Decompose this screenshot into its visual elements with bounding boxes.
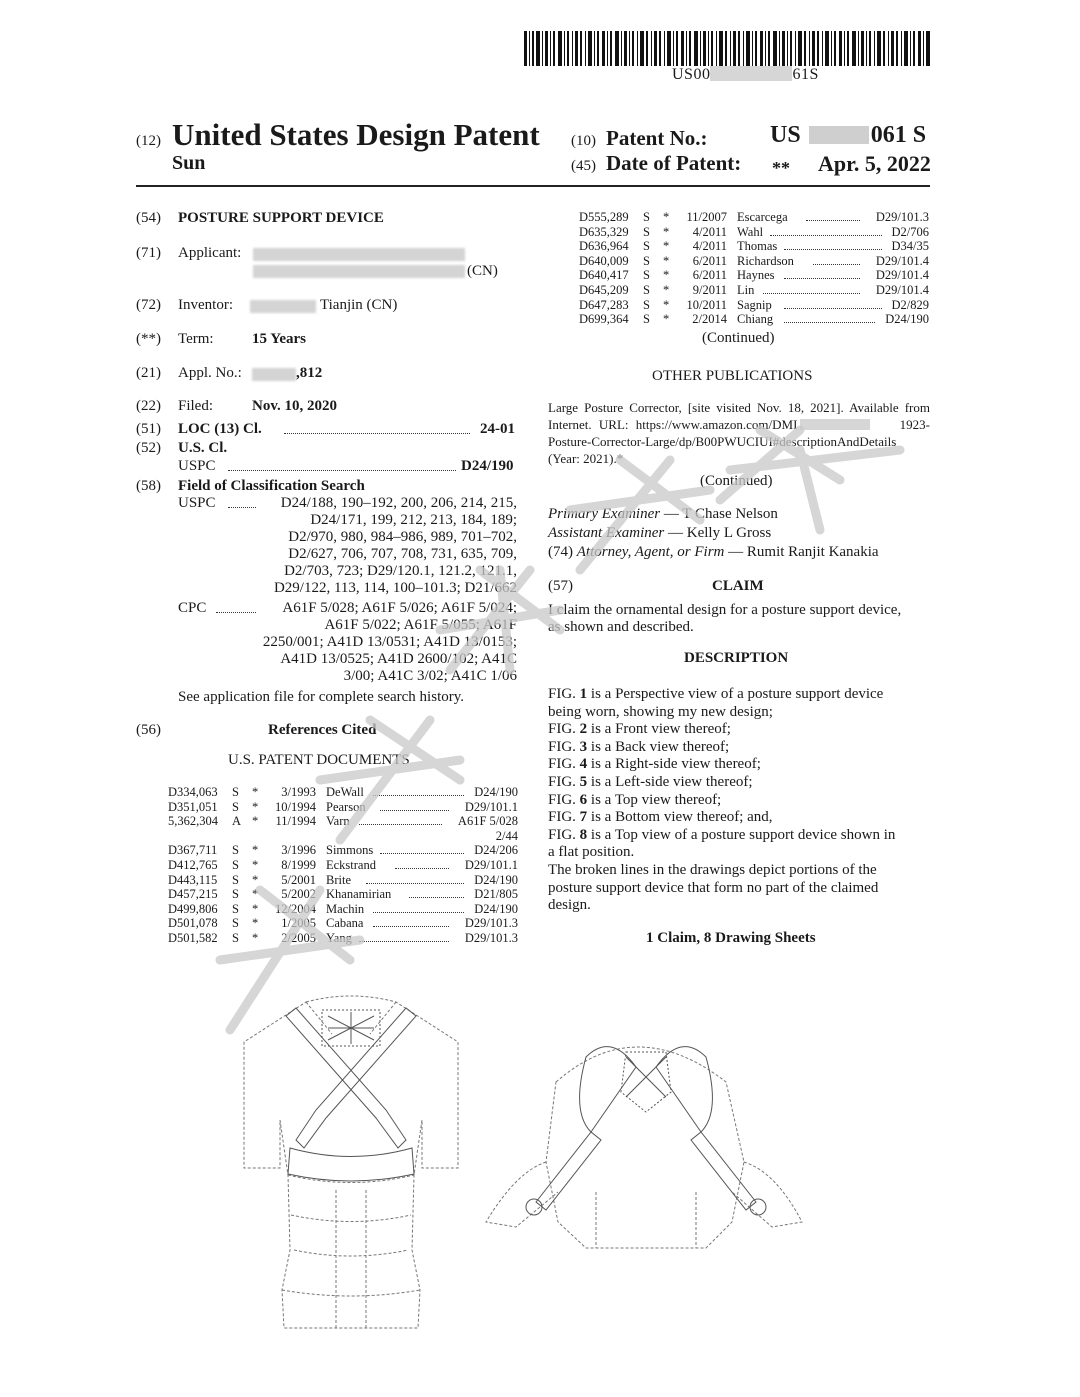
redaction: [253, 265, 465, 278]
claim-line: as shown and described.: [548, 619, 694, 635]
barcode: [524, 31, 930, 66]
references-cited-label: References Cited: [268, 722, 377, 738]
cpc-line: 2250/001; A41D 13/0531; A41D 13/0153;: [262, 634, 517, 650]
us-cl-label: U.S. Cl.: [178, 440, 228, 456]
appl-no-label: Appl. No.:: [178, 365, 242, 381]
ref-cls: D29/101.4: [875, 283, 929, 297]
code-term: (**): [136, 331, 161, 347]
patent-no-value: [770, 122, 926, 149]
desc-text: a flat position.: [548, 844, 635, 861]
barcode-number-left: US00: [672, 66, 711, 83]
ref-name: Escarcega: [737, 210, 788, 224]
barcode-number: [672, 66, 819, 84]
ref-kind: S: [232, 858, 239, 872]
ref-date: 3/1996: [281, 843, 316, 858]
ref-star: *: [663, 224, 670, 239]
leader-dots: [409, 897, 463, 898]
ref-no: D645,209: [579, 283, 629, 297]
uspc-value: D24/190: [461, 458, 514, 474]
inventor-short: Sun: [172, 152, 206, 174]
ref-kind: S: [232, 887, 239, 902]
ref-cls: D29/101.3: [875, 210, 929, 224]
fig-number: 7: [579, 809, 588, 826]
ref-date: 10/2011: [686, 297, 727, 312]
cpc-line: A41D 13/0525; A41D 2600/102; A41C: [280, 651, 517, 667]
ref-star: *: [252, 799, 259, 814]
code-57: (57): [548, 578, 573, 594]
ref-cls: D29/101.3: [464, 916, 518, 931]
search-uspc-lines: [240, 495, 517, 597]
redaction: [252, 368, 296, 381]
ref-star: *: [663, 268, 670, 283]
ref-no: D457,215: [168, 887, 218, 902]
code-72: (72): [136, 297, 161, 313]
uspc-line: D2/627, 706, 707, 708, 731, 635, 709,: [288, 546, 517, 562]
header-rule: [136, 185, 930, 187]
fig-number: 3: [579, 738, 588, 755]
description-line: [548, 827, 930, 844]
ref-name: Varn: [326, 814, 350, 829]
title-of-invention: POSTURE SUPPORT DEVICE: [178, 210, 384, 226]
desc-text: is a Top view of a posture support device shown in: [587, 826, 896, 843]
ref-kind: S: [643, 224, 650, 239]
uspc-line: D29/122, 113, 114, 100–101.3; D21/662: [273, 580, 517, 596]
ref-date: 9/2011: [692, 283, 727, 297]
patent-no-prefix: US: [770, 122, 801, 148]
ref-cls: D24/190: [474, 872, 518, 887]
desc-text: FIG.: [548, 756, 580, 773]
ref-star: *: [663, 253, 670, 268]
ref-no: D499,806: [168, 901, 218, 916]
ref-cls: D29/101.4: [875, 268, 929, 283]
ref-no: D351,051: [168, 799, 218, 814]
ref-cls: D24/190: [885, 312, 929, 327]
ref-star: *: [252, 814, 259, 829]
ref-date: 3/1993: [281, 785, 316, 799]
ref-no: D699,364: [579, 312, 629, 327]
ref-star: *: [663, 297, 670, 312]
ref-kind: S: [232, 785, 239, 799]
ref-no: D501,582: [168, 931, 218, 945]
fig-number: 2: [579, 721, 588, 738]
attorney-line: (74) Attorney, Agent, or Firm — Rumit Ranjit Kanakia: [548, 544, 879, 560]
ref-no: D501,078: [168, 916, 218, 931]
ref-date: 10/1994: [275, 799, 316, 814]
desc-text: is a Bottom view thereof; and,: [587, 809, 773, 826]
ref-no: D640,009: [579, 253, 629, 268]
assistant-examiner-name: Kelly L Gross: [686, 525, 772, 541]
search-history-note: See application file for complete search history.: [178, 689, 465, 705]
leader-dots: [366, 883, 464, 884]
description-line: [548, 809, 930, 826]
applicant-label: Applicant:: [178, 245, 242, 261]
code-21: (21): [136, 365, 161, 381]
ref-name: Haynes: [737, 268, 775, 283]
ref-star: *: [252, 785, 259, 799]
desc-text: The broken lines in the drawings depict portions of the: [548, 862, 877, 878]
attorney-label: Attorney, Agent, or Firm: [576, 544, 725, 560]
ref-name: Chiang: [737, 312, 774, 327]
leader-dots: [284, 433, 470, 434]
redaction: [710, 66, 792, 81]
ref-no: D635,329: [579, 224, 629, 239]
leader-dots: [373, 912, 463, 913]
uspc-line: D24/188, 190–192, 200, 206, 214, 215,: [280, 495, 517, 511]
ref-kind: S: [643, 297, 650, 312]
code-54: (54): [136, 210, 161, 226]
desc-text: is a Right-side view thereof;: [587, 756, 761, 773]
ref-kind: S: [232, 916, 239, 931]
desc-text: FIG.: [548, 721, 580, 738]
description-line: [548, 880, 930, 897]
description-line: [548, 862, 930, 879]
term-label: Term:: [178, 331, 214, 347]
ref-name: DeWall: [326, 785, 364, 799]
barcode-number-right: 61S: [792, 66, 819, 83]
description-line: [548, 686, 930, 703]
ref-name: Brite: [326, 872, 351, 887]
date-value: Apr. 5, 2022: [818, 151, 931, 176]
description-body: [548, 686, 930, 916]
description-line: [548, 774, 930, 791]
desc-text: is a Left-side view thereof;: [587, 774, 753, 790]
leader-dots: [813, 264, 860, 265]
ref-cls: D24/190: [474, 785, 518, 799]
assistant-examiner-line: Assistant Examiner — Kelly L Gross: [548, 525, 772, 541]
uspc-line: D2/703, 723; D29/120.1, 121.2, 121.1,: [284, 563, 517, 579]
code-12: (12): [136, 133, 161, 149]
ref-star: *: [252, 931, 259, 945]
primary-examiner-label: Primary Examiner: [548, 506, 661, 522]
leader-dots: [373, 926, 449, 927]
ref-name: Cabana: [326, 916, 364, 931]
ref-star: *: [252, 901, 259, 916]
cpc-line: A61F 5/028; A61F 5/026; A61F 5/024;: [282, 600, 517, 616]
desc-text: is a Top view thereof;: [587, 791, 722, 808]
code-52: (52): [136, 440, 161, 456]
ref-star: *: [252, 887, 259, 902]
ref-kind: A: [232, 814, 242, 829]
ref-star: *: [252, 843, 259, 858]
desc-text: FIG.: [548, 826, 580, 843]
leader-dots: [784, 308, 882, 309]
ref-kind: S: [232, 901, 239, 916]
ref-date: 4/2011: [692, 239, 727, 254]
pub-line: Large Posture Corrector, [site visited Nov. 18, 2021]. Available from: [548, 400, 930, 415]
ref-star: *: [252, 872, 259, 887]
ref-cls: D29/101.3: [464, 931, 518, 945]
ref-date: 5/2002: [281, 887, 316, 902]
redaction: [809, 126, 869, 144]
leader-dots: [784, 249, 882, 250]
ref-cls: D2/829: [891, 297, 929, 312]
other-publications-title: OTHER PUBLICATIONS: [652, 368, 813, 384]
date-marker: **: [772, 158, 790, 178]
pub-line: Internet. URL: https://www.amazon.com/DMI: [548, 417, 798, 432]
ref-kind: S: [232, 843, 239, 858]
ref-date: 11/1994: [275, 814, 316, 829]
ref-name: Yang: [326, 931, 352, 945]
us-patent-documents-label: U.S. PATENT DOCUMENTS: [228, 752, 410, 768]
ref-kind: S: [643, 253, 650, 268]
description-line: [548, 704, 930, 721]
term-value: 15 Years: [252, 331, 307, 347]
appl-no-suffix: ,812: [296, 365, 323, 381]
inventor-label: Inventor:: [178, 297, 233, 313]
desc-text: is a Back view thereof;: [587, 738, 730, 755]
leader-dots: [380, 810, 449, 811]
leader-dots: [359, 824, 442, 825]
search-uspc-label: USPC: [178, 495, 216, 511]
desc-text: FIG.: [548, 809, 580, 826]
field-search-label: Field of Classification Search: [178, 478, 365, 494]
code-51: (51): [136, 421, 161, 437]
desc-text: FIG.: [548, 686, 580, 702]
filed-value: Nov. 10, 2020: [252, 398, 338, 414]
ref-kind: S: [232, 931, 239, 945]
code-58: (58): [136, 478, 161, 494]
code-45: (45): [571, 158, 596, 174]
leader-dots: [359, 941, 449, 942]
primary-examiner-line: Primary Examiner — T Chase Nelson: [548, 506, 778, 522]
leader-dots: [763, 293, 861, 294]
description-title: DESCRIPTION: [684, 650, 789, 666]
code-71: (71): [136, 245, 161, 261]
ref-cls: A61F 5/028: [457, 814, 518, 829]
loc-label: LOC (13) Cl.: [178, 421, 262, 437]
desc-text: design.: [548, 897, 591, 914]
ref-star: *: [252, 858, 259, 872]
loc-value: 24-01: [480, 421, 515, 437]
pub-line: (Year: 2021).*: [548, 451, 624, 466]
leader-dots: [373, 795, 463, 796]
figure-flat-view: [476, 1022, 808, 1252]
ref-date: 11/2007: [686, 210, 727, 224]
ref-name: Eckstrand: [326, 858, 376, 872]
desc-text: posture support device that form no part of the claimed: [548, 879, 879, 896]
ref-date: 4/2011: [692, 224, 727, 239]
ref-star: *: [252, 916, 259, 931]
ref-name: Simmons: [326, 843, 374, 858]
primary-examiner-name: T Chase Nelson: [682, 506, 778, 522]
search-cpc-label: CPC: [178, 600, 207, 616]
ref-star: *: [663, 239, 670, 254]
ref-name: Thomas: [737, 239, 778, 254]
ref-name: Wahl: [737, 224, 764, 239]
ref-kind: S: [643, 283, 650, 297]
ref-star: *: [663, 312, 670, 327]
ref-no: D412,765: [168, 858, 218, 872]
ref-kind: S: [643, 312, 650, 327]
other-publications-body: [548, 399, 930, 467]
claim-title: CLAIM: [712, 578, 764, 594]
continued-1: (Continued): [702, 330, 775, 346]
desc-text: FIG.: [548, 791, 580, 808]
continued-2: (Continued): [700, 473, 773, 489]
patent-no-suffix: 061 S: [870, 122, 927, 148]
uspc-line: D24/171, 199, 212, 213, 184, 189;: [310, 512, 517, 528]
claim-body: [548, 602, 930, 636]
figure-front-view: [236, 990, 466, 1330]
ref-no: 5,362,304: [168, 814, 218, 829]
barcode-graphic: [524, 31, 930, 66]
cpc-line: 3/00; A41C 3/02; A41C 1/06: [343, 668, 517, 684]
pub-url-suffix: 1923-: [899, 417, 930, 432]
redaction: [253, 248, 465, 261]
ref-date: 8/1999: [281, 858, 316, 872]
pub-line-url: [548, 416, 930, 433]
code-56: (56): [136, 722, 161, 738]
filed-label: Filed:: [178, 398, 214, 414]
ref-cls: D2/706: [891, 224, 929, 239]
ref-cls: D34/35: [891, 239, 929, 254]
description-line: [548, 897, 930, 914]
leader-dots: [228, 470, 456, 471]
ref-cls: D24/190: [474, 901, 518, 916]
pub-line: Posture-Corrector-Large/dp/B00PWUCIUI#descriptionAndDetails: [548, 434, 897, 449]
ref-date: 12/2004: [275, 901, 316, 916]
ref-no: D555,289: [579, 210, 629, 224]
leader-dots: [395, 868, 449, 869]
uspc-line: D2/970, 980, 984–986, 989, 701–702,: [288, 529, 517, 545]
desc-text: is a Front view thereof;: [587, 721, 731, 738]
ref-star: *: [663, 283, 670, 297]
ref-name: Pearson: [326, 799, 366, 814]
ref-kind: S: [232, 799, 239, 814]
ref-date: 6/2011: [692, 268, 727, 283]
description-line: [548, 721, 930, 738]
leader-dots: [770, 235, 882, 236]
redaction: [800, 419, 870, 430]
description-line: [548, 756, 930, 773]
ref-no: D334,063: [168, 785, 218, 799]
leader-dots: [784, 322, 874, 323]
ref-star: *: [663, 210, 670, 224]
desc-text: FIG.: [548, 738, 580, 755]
ref-cls: 2/44: [495, 828, 518, 843]
description-line: [548, 739, 930, 756]
ref-cls: D29/101.4: [875, 253, 929, 268]
attorney-name: Rumit Ranjit Kanakia: [746, 544, 879, 560]
description-line: [548, 844, 930, 861]
search-cpc-lines: [230, 600, 517, 685]
claims-sheets: 1 Claim, 8 Drawing Sheets: [646, 930, 816, 946]
leader-dots: [806, 220, 860, 221]
redaction: [250, 300, 316, 313]
ref-name: Richardson: [737, 253, 794, 268]
inventor-location: Tianjin (CN): [320, 297, 398, 313]
description-line: [548, 792, 930, 809]
fig-number: 6: [579, 791, 588, 808]
ref-date: 6/2011: [692, 253, 727, 268]
ref-name: Khanamirian: [326, 887, 392, 902]
fig-number: 8: [579, 826, 588, 843]
ref-no: D367,711: [168, 843, 218, 858]
ref-no: D647,283: [579, 297, 629, 312]
fig-number: 1: [579, 686, 588, 702]
ref-kind: S: [232, 872, 239, 887]
leader-dots: [784, 278, 860, 279]
applicant-country: (CN): [467, 263, 498, 279]
uspc-label: USPC: [178, 458, 216, 474]
ref-no: D636,964: [579, 239, 629, 254]
desc-text: being worn, showing my new design;: [548, 703, 773, 720]
fig-number: 5: [579, 774, 588, 790]
patent-no-label: Patent No.:: [606, 126, 708, 150]
ref-name: Machin: [326, 901, 365, 916]
ref-cls: D29/101.1: [464, 858, 518, 872]
code-74: (74): [548, 544, 573, 560]
code-10: (10): [571, 133, 596, 149]
ref-date: 5/2001: [281, 872, 316, 887]
date-label: Date of Patent:: [606, 151, 742, 175]
leader-dots: [380, 853, 463, 854]
ref-name: Sagnip: [737, 297, 772, 312]
code-22: (22): [136, 398, 161, 414]
ref-date: 1/2005: [281, 916, 316, 931]
ref-date: 2/2014: [692, 312, 727, 327]
ref-kind: S: [643, 239, 650, 254]
desc-text: is a Perspective view of a posture support device: [587, 686, 884, 702]
ref-cls: D24/206: [474, 843, 518, 858]
assistant-examiner-label: Assistant Examiner: [548, 525, 665, 541]
claim-line: I claim the ornamental design for a posture support device,: [548, 602, 902, 618]
ref-kind: S: [643, 268, 650, 283]
ref-cls: D21/805: [474, 887, 518, 902]
ref-date: 2/2005: [281, 931, 316, 945]
ref-cls: D29/101.1: [464, 799, 518, 814]
left-references-table: [168, 785, 518, 955]
right-references-table: [579, 210, 929, 328]
patent-type-title: United States Design Patent: [172, 117, 540, 152]
ref-name: Lin: [737, 283, 755, 297]
ref-no: D443,115: [168, 872, 218, 887]
ref-kind: S: [643, 210, 650, 224]
fig-number: 4: [579, 756, 588, 773]
cpc-line: A61F 5/022; A61F 5/055; A61F: [324, 617, 517, 633]
ref-no: D640,417: [579, 268, 629, 283]
desc-text: FIG.: [548, 774, 580, 790]
